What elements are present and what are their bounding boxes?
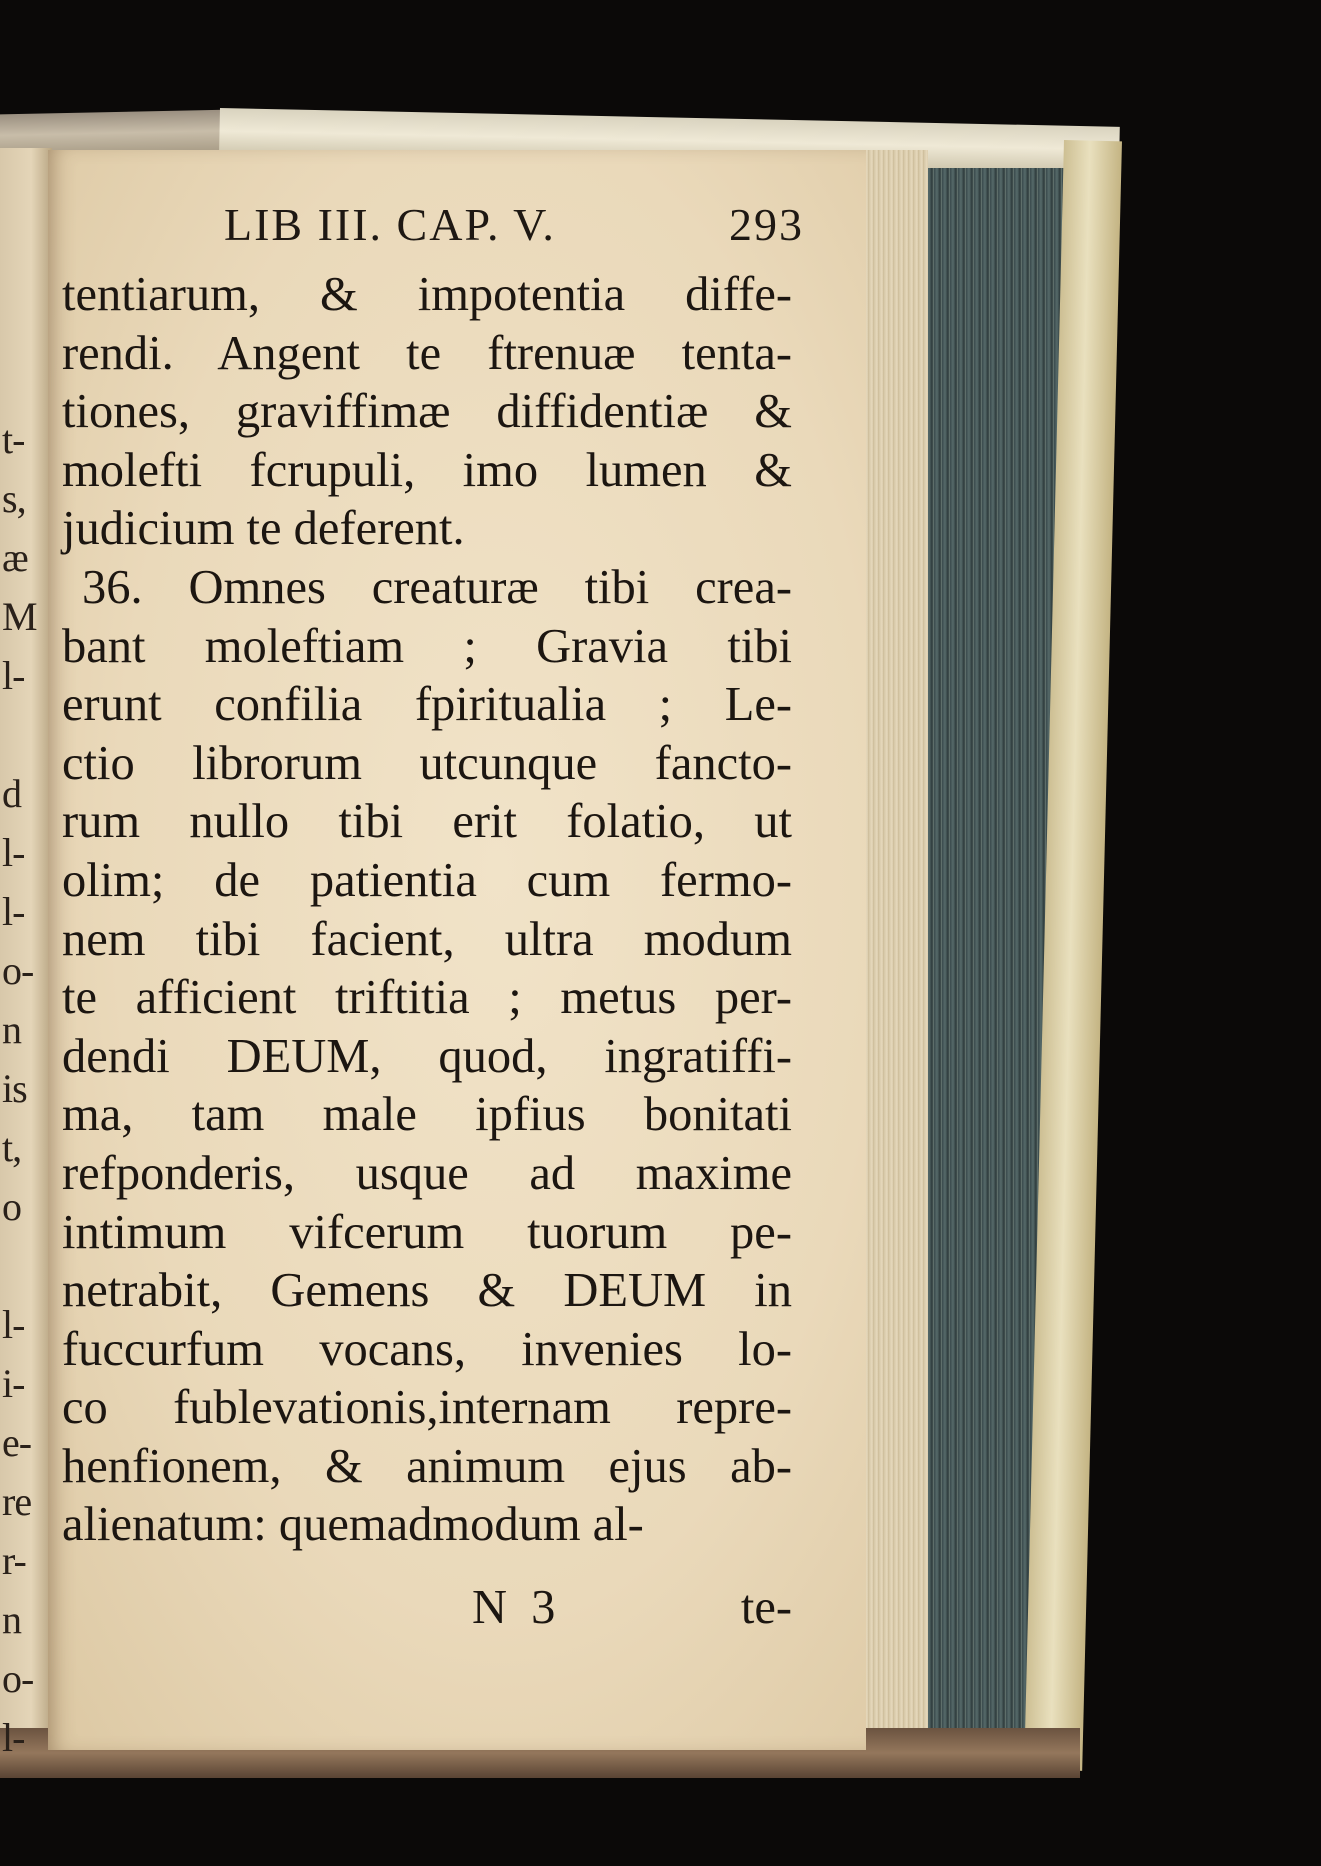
text-line: netrabit, Gemens & DEUM in — [62, 1264, 792, 1318]
margin-fragment: n — [2, 1007, 21, 1052]
text-line: ctio librorum utcunque fancto- — [62, 736, 792, 790]
text-line: te afficient triftitia ; metus per- — [62, 971, 792, 1025]
page-stack — [864, 150, 928, 1770]
text-line: intimum vifcerum tuorum pe- — [62, 1205, 792, 1259]
running-head — [178, 198, 818, 258]
margin-fragment: i- — [2, 1361, 25, 1406]
margin-fragment: l- — [2, 830, 25, 875]
text-line: erunt confilia fpiritualia ; Le- — [62, 678, 792, 732]
margin-fragment: l- — [2, 1715, 25, 1760]
margin-fragment: æ — [2, 535, 28, 580]
left-margin-fragments — [2, 410, 48, 1767]
text-line: tiones, graviffimæ diffidentiæ & — [62, 385, 792, 439]
text-line: 36. Omnes creaturæ tibi crea- — [82, 560, 792, 614]
text-line: rum nullo tibi erit folatio, ut — [62, 795, 792, 849]
margin-fragment: o- — [2, 948, 34, 993]
page-number: 293 — [729, 199, 804, 250]
text-line: rendi. Angent te ftrenuæ tenta- — [62, 326, 792, 380]
margin-fragment: re — [2, 1479, 32, 1524]
text-line: nem tibi facient, ultra modum — [62, 912, 792, 966]
text-line: refponderis, usque ad maxime — [62, 1146, 792, 1200]
text-line: olim; de patientia cum fermo- — [62, 853, 792, 907]
margin-fragment: l- — [2, 889, 25, 934]
margin-fragment: l- — [2, 653, 25, 698]
running-head-title: LIB III. CAP. V. — [224, 199, 556, 250]
margin-fragment: e- — [2, 1420, 32, 1465]
text-line: bant moleftiam ; Gravia tibi — [62, 619, 792, 673]
text-line: dendi DEUM, quod, ingratiffi- — [62, 1029, 792, 1083]
margin-fragment: t, — [2, 1125, 22, 1170]
page-footer — [62, 1580, 792, 1640]
body-text — [62, 266, 792, 1555]
margin-fragment — [2, 1236, 48, 1295]
signature-mark: N 3 — [472, 1581, 562, 1634]
margin-fragment: o — [2, 1184, 21, 1229]
text-line: henfionem, & animum ejus ab- — [62, 1439, 792, 1493]
catchword: te- — [740, 1581, 792, 1634]
text-line: judicium te deferent. — [62, 502, 465, 556]
margin-fragment: o- — [2, 1656, 34, 1701]
margin-fragment — [2, 705, 48, 764]
margin-fragment: d — [2, 771, 21, 816]
margin-fragment: M — [2, 594, 37, 639]
margin-fragment: is — [2, 1066, 27, 1111]
margin-fragment: r- — [2, 1538, 26, 1583]
text-line: alienatum: quemadmodum al- — [62, 1498, 644, 1552]
margin-fragment: t- — [2, 417, 25, 462]
margin-fragment: s, — [2, 476, 26, 521]
text-line: co fublevationis,internam repre- — [62, 1381, 792, 1435]
text-line: ma, tam male ipfius bonitati — [62, 1088, 792, 1142]
margin-fragment: n — [2, 1597, 21, 1642]
text-line: molefti fcrupuli, imo lumen & — [62, 443, 792, 497]
text-line: tentiarum, & impotentia diffe- — [62, 268, 792, 321]
left-facing-page — [0, 148, 52, 1760]
margin-fragment: l- — [2, 1302, 25, 1347]
text-line: fuccurfum vocans, invenies lo- — [62, 1322, 792, 1376]
